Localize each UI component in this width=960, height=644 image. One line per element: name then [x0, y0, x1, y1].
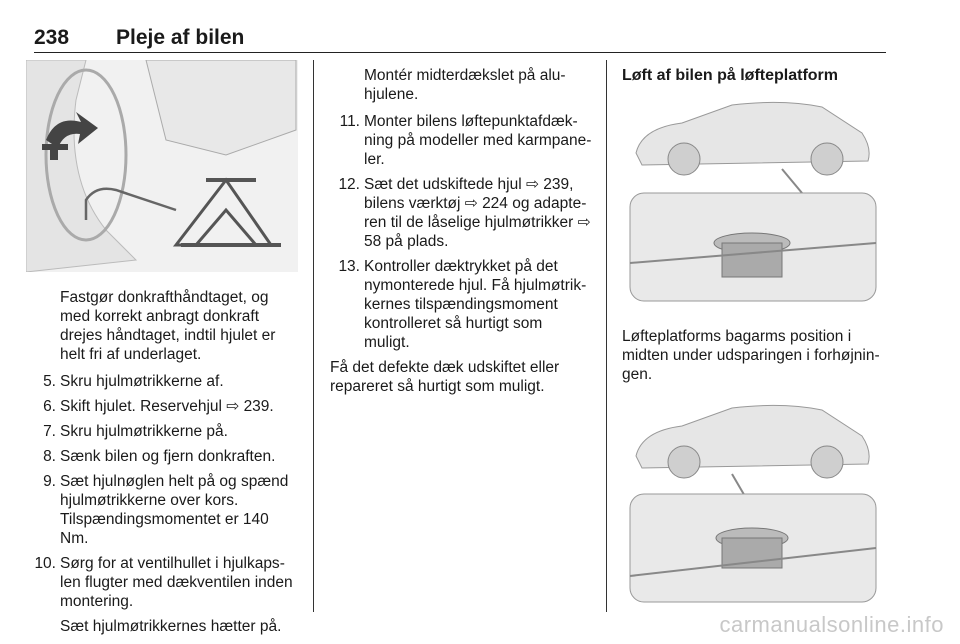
column-middle: [330, 66, 592, 404]
closing-text: Få det defekte dæk udskiftet eller repareret så hurtigt som muligt.: [330, 359, 560, 395]
watermark: carmanualsonline.info: [719, 612, 944, 637]
list-item: 9. Sæt hjulnøglen helt på og spænd hjulmøtrikkerne over kors. Tilspændingsmomentet er 140 Nm.: [43, 473, 289, 547]
step-note: Sæt hjulmøtrikkernes hætter på.: [60, 618, 282, 635]
jack-illustration: [26, 60, 298, 272]
list-item: 10. Sørg for at ventilhullet i hjulkapslen flugter med dækventilen inden montering.: [34, 555, 293, 610]
list-item: 5. Skru hjulmøtrikkerne af.: [43, 373, 224, 390]
list-item: 8. Sænk bilen og fjern donkraften.: [43, 448, 276, 465]
lift-illustration-2: [622, 398, 884, 606]
column-divider: [606, 60, 607, 612]
column-divider: [313, 60, 314, 612]
steps-list: [26, 372, 300, 611]
intro-text: Montér midterdækslet på aluhjulene.: [364, 67, 566, 103]
lift-illustration-1: [622, 93, 884, 305]
page-header: [34, 26, 886, 53]
column-left: [26, 60, 300, 644]
list-item: 6. Skift hjulet. Reservehjul ⇨ 239.: [43, 398, 274, 415]
column-right: [622, 66, 892, 606]
list-item: 7. Skru hjulmøtrikkerne på.: [43, 423, 228, 440]
section-heading: Løft af bilen på løfteplatform: [622, 67, 838, 84]
list-item: 12. Sæt det udskiftede hjul ⇨ 239, bilens værktøj ⇨ 224 og adapteren til de låselige hjulmøtrikker ⇨ 58 på plads.: [338, 176, 591, 250]
jack-caption: Fastgør donkrafthåndtaget, og med korrekt anbragt donkraft drejes håndtaget, indtil hjulet er helt fri af underlaget.: [60, 289, 276, 363]
lift-caption: Løfteplatforms bagarms position i midten under udsparingen i forhøjningen.: [622, 328, 880, 383]
page-title: Pleje af bilen: [116, 26, 245, 49]
steps-list: [330, 112, 592, 352]
list-item: 11. Monter bilens løftepunktafdækning på modeller med karmpaneler.: [339, 113, 592, 168]
page-number: 238: [34, 26, 70, 49]
list-item: 13. Kontroller dæktrykket på det nymonterede hjul. Få hjulmøtrikkernes tilspændingsmoment kontrolleret så hurtigt som muligt.: [338, 258, 587, 351]
